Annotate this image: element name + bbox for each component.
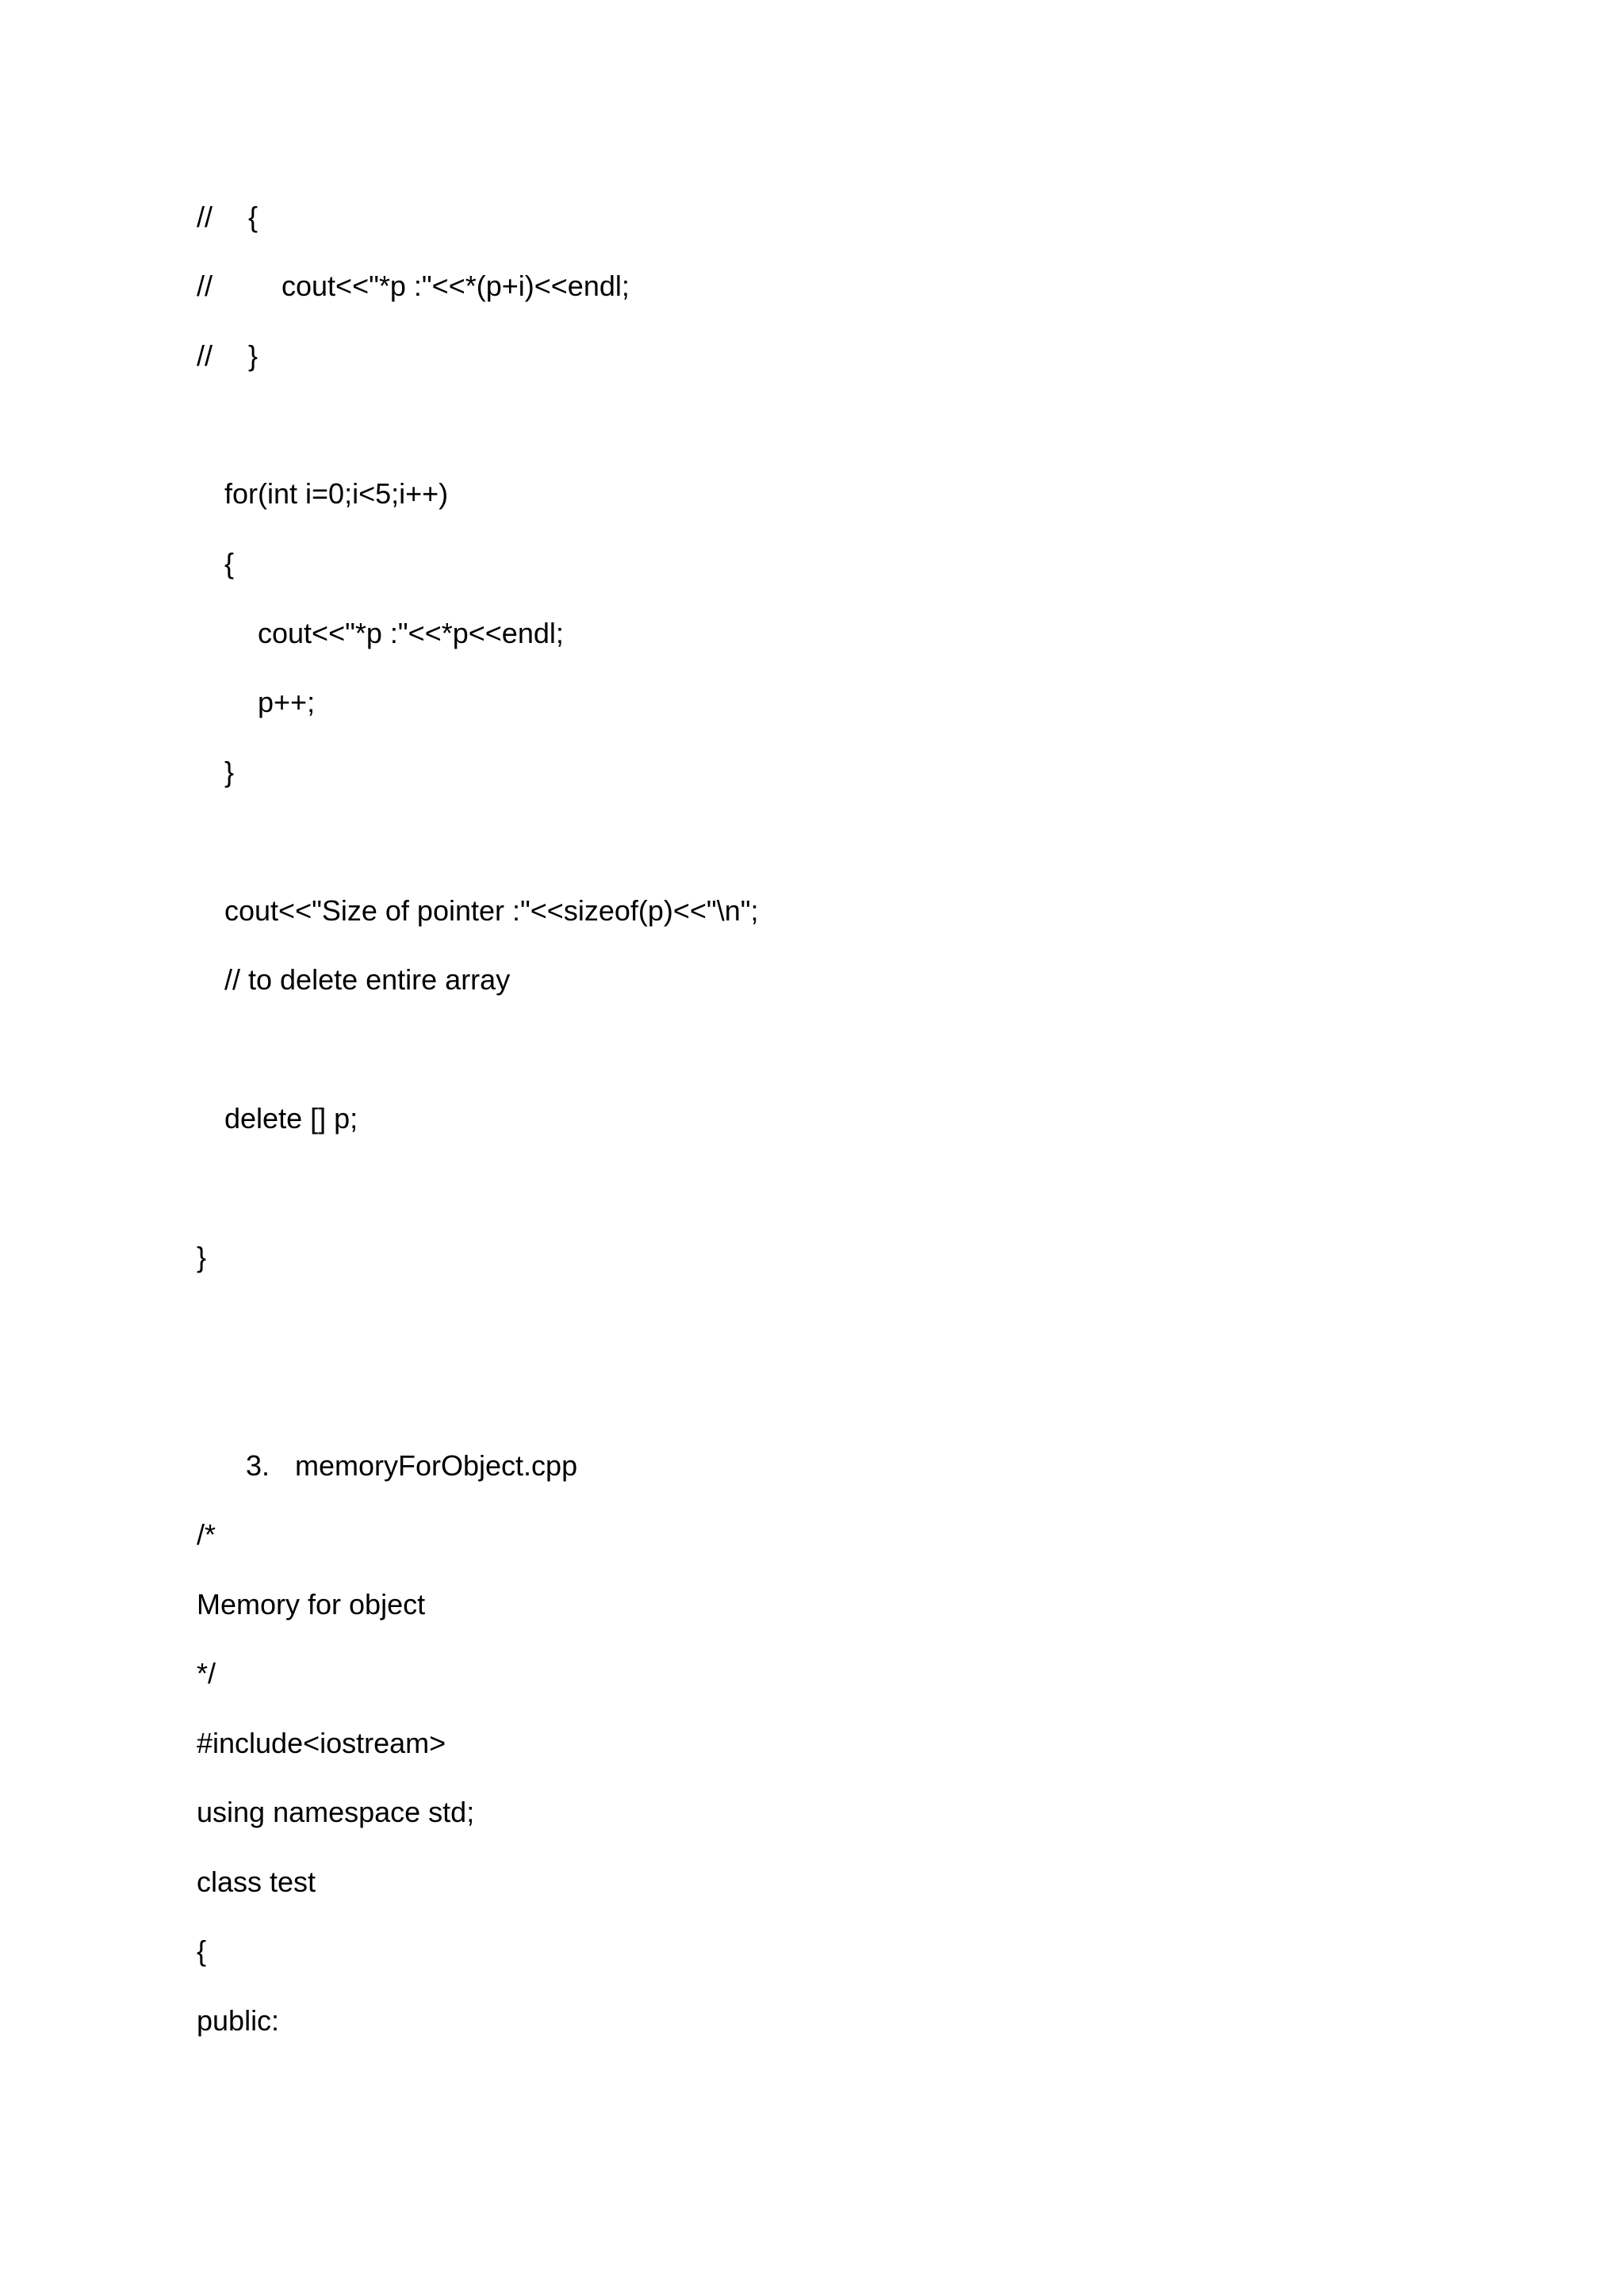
code-line: { [197,1934,207,1967]
code-line: { [224,547,235,580]
code-line: class test [197,1866,316,1898]
list-item-number: 3. [246,1449,270,1482]
comment-marker: // [197,270,213,302]
code-line: public: [197,2004,280,2037]
code-line: Memory for object [197,1588,426,1621]
code-line: } [248,339,259,372]
code-line: */ [197,1657,216,1689]
code-line: delete [] p; [224,1102,358,1135]
code-line: for(int i=0;i<5;i++) [224,477,449,510]
code-line: cout<<"*p :"<<*(p+i)<<endl; [282,270,630,302]
code-line: p++; [258,686,316,718]
comment-marker: // [197,339,213,372]
code-line: // to delete entire array [224,963,511,996]
code-line: } [197,1241,207,1273]
code-line: { [248,201,259,233]
code-line: cout<<"*p :"<<*p<<endl; [258,617,564,649]
comment-marker: // [197,201,213,233]
code-line: #include<iostream> [197,1727,446,1759]
code-line: /* [197,1518,216,1551]
list-item-filename: memoryForObject.cpp [295,1449,578,1482]
code-line: } [224,756,235,788]
code-line: using namespace std; [197,1796,475,1828]
code-line: cout<<"Size of pointer :"<<sizeof(p)<<"\n"; [224,894,759,927]
